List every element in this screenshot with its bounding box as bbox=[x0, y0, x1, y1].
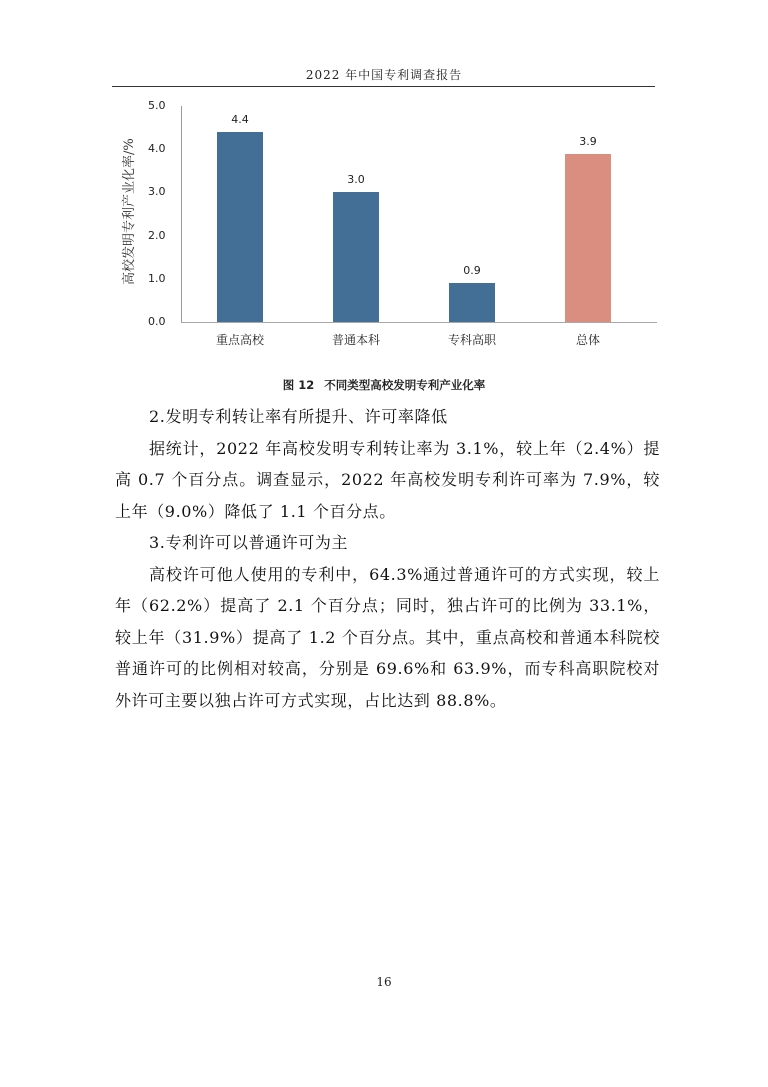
section-heading: 2.发明专利转让率有所提升、许可率降低 bbox=[149, 407, 448, 426]
y-tick: 0.0 bbox=[148, 315, 166, 328]
bar-key-universities bbox=[217, 132, 263, 322]
category-label: 总体 bbox=[575, 333, 600, 347]
bar-vocational bbox=[449, 283, 495, 322]
figure-number: 图 12 bbox=[282, 378, 315, 392]
bar-overall bbox=[565, 154, 611, 322]
y-axis-line bbox=[181, 106, 182, 322]
x-axis-line bbox=[181, 322, 657, 323]
bar-value-label: 0.9 bbox=[463, 264, 481, 278]
y-tick: 2.0 bbox=[148, 229, 166, 242]
y-tick: 5.0 bbox=[148, 99, 166, 112]
section-paragraph: 据统计，2022 年高校发明专利转让率为 3.1%，较上年（2.4%）提高 0.7 个百分点。调查显示，2022 年高校发明专利许可率为 7.9%，较上年（9.0%）降低了 1.1 个百分点。 bbox=[115, 438, 660, 521]
bar-chart bbox=[110, 95, 660, 365]
section-paragraph: 高校许可他人使用的专利中，64.3%通过普通许可的方式实现，较上年（62.2%）提高了 2.1 个百分点；同时，独占许可的比例为 33.1%，较上年（31.9%）提高了 1.2 个百分点。其中，重点高校和普通本科院校普通许可的比例相对较高，分别是 69.6%和 63.9%，而专科高职院校对外许可主要以独占许可方式实现，占比达到 88.8%。 bbox=[115, 564, 660, 710]
y-tick: 4.0 bbox=[148, 142, 166, 155]
category-label: 普通本科 bbox=[331, 333, 380, 347]
category-label: 重点高校 bbox=[215, 333, 264, 347]
y-axis-label: 高校发明专利产业化率/% bbox=[122, 138, 137, 285]
header-divider bbox=[112, 86, 655, 87]
figure-caption bbox=[0, 377, 768, 393]
body-text bbox=[115, 401, 660, 716]
y-tick: 3.0 bbox=[148, 185, 166, 198]
bar-regular-undergrad bbox=[333, 192, 379, 322]
figure-title: 不同类型高校发明专利产业化率 bbox=[324, 378, 486, 392]
bar-value-label: 4.4 bbox=[231, 112, 249, 126]
section-heading: 3.专利许可以普通许可为主 bbox=[149, 533, 349, 552]
y-tick: 1.0 bbox=[148, 272, 166, 285]
bar-value-label: 3.0 bbox=[347, 173, 365, 187]
report-title: 2022 年中国专利调查报告 bbox=[305, 68, 463, 82]
bar-value-label: 3.9 bbox=[579, 134, 597, 148]
page-number: 16 bbox=[376, 975, 392, 989]
category-label: 专科高职 bbox=[447, 333, 496, 347]
